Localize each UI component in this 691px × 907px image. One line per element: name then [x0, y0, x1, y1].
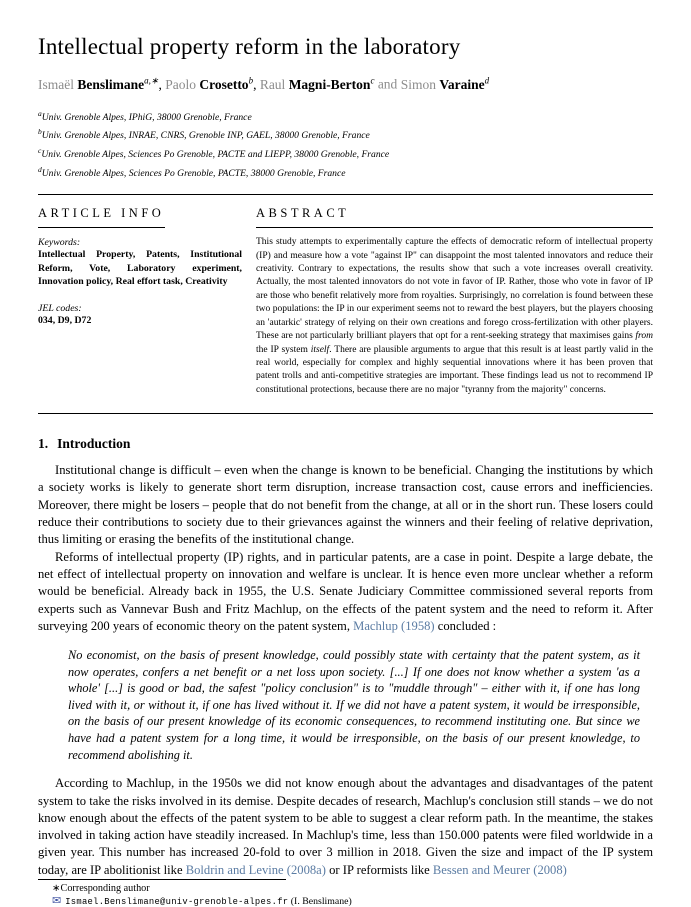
abstract-text: This study attempts to experimentally capture the effects of democratic reform of intellectual property (IP) and measure how a vote "against IP" can disappoint the most talented innovators and reduce their creativity. Contrary to expectations, the results show that such a vote increases overall creativity. Actually, the most talented innovators do not vote in favor of IP. Rather, those who vote in favor of IP are those who benefit relatively more from royalties. Surprisingly, no correlation is found between these two populations: the IP in our experiment seems not to reward the best players, but the players choosing an 'autarkic' strategy of relying on their own creations and forego cross-fertilization with other players. These are not particularly brilliant players that opt for a rent-seeking strategy that maximises gains from the IP system itself. There are plausible arguments to argue that this result is at least partly valid in the real world, especially for complex and highly sequential innovations where it has been proven that patent trolls and anti-competitive strategies are important. These findings lead us not to recommend IP constitutional protections, because there are no major "tyranny from the majority" concerns.: [256, 237, 653, 395]
article-info-column: [38, 206, 242, 397]
article-info-heading: ARTICLE INFO: [38, 206, 165, 221]
abstract-column: [256, 206, 653, 397]
footnote-block: [38, 879, 653, 907]
intro-paragraph-1: Institutional change is difficult – even when the change is known to be beneficial. Changing the institutions by which a society works is likely to generate short term disruption, increase transaction cost, cause errors and inefficiencies. Moreover, there might be losers – people that do not benefit from the change, at all or in the short run. These losers could reduce their contributions to society due to their grievances against the winners and their feeling of relative deprivation, thus limiting or erasing the benefits of the institutional change.: [38, 463, 653, 547]
author: [401, 77, 489, 92]
author-first-name: Simon: [400, 76, 436, 92]
email-line: [52, 896, 653, 907]
author-affil-mark: c: [370, 75, 375, 85]
citation-machlup-1958[interactable]: Machlup (1958): [353, 618, 435, 633]
author-affil-mark: d: [484, 75, 490, 85]
author-last-name: Benslimane: [77, 76, 145, 92]
info-abstract-block: [38, 194, 653, 414]
author: [260, 77, 375, 92]
author: Paolo Crosetto$^b$,: [165, 75, 260, 92]
affiliations: [38, 107, 653, 182]
footnote-rule: [38, 879, 286, 880]
page-title: Intellectual property reform in the laboratory: [38, 34, 461, 59]
intro-paragraph-2: Reforms of intellectual property (IP) rights, and in particular patents, are a case in point. Despite a large debate, the net effect of intellectual property on innovation and welfare is unclear. It is hence even more unclear whether a reform would be beneficial. Already back in 1955, the U.S. Senate Judiciary Committee commissioned several reports from experts such as Vannevar Bush and Fritz Machlup, on the effects of the patent system and the need to reform it. After surveying 200 years of economic theory on the patent system, Machlup (1958) concluded :: [38, 549, 653, 633]
email-link[interactable]: Ismael.Benslimane@univ-grenoble-alpes.fr: [65, 896, 289, 907]
corresponding-author-note: ∗Corresponding author: [52, 883, 150, 895]
author-first-name: Ismaël: [38, 76, 74, 92]
article-info-rule: [38, 227, 165, 228]
keywords-text: Intellectual Property, Patents, Institutional Reform, Vote, Laboratory experiment, Innovation policy, Real effort task, Creativity: [38, 249, 242, 288]
author-first-name: Raul: [259, 76, 286, 92]
author-affil-mark: b: [248, 75, 254, 85]
jel-label: JEL codes:: [38, 303, 82, 315]
author-conjunction: and: [377, 76, 398, 92]
section-heading-introduction: 1. Introduction: [38, 436, 131, 452]
machlup-blockquote: No economist, on the basis of present knowledge, could possibly state with certainty that the patent system, as it now operates, confers a net benefit or a net loss upon society. [...] If one does not know whether a system 'as a whole' [...] is good or bad, the safest "policy conclusion" is to "muddle through" – either with it, if one has long lived with it, or without it, if one has lived without it. If we did not have a patent system, it would be irresponsible, on the basis of our present knowledge of its economic consequences, to recommend instituting one. But since we have had a patent system for a long time, it would be irresponsible, on the basis of our present knowledge, to recommend abolishing it.: [68, 648, 640, 762]
email-owner: (I. Benslimane): [290, 896, 352, 907]
author-first-name: Paolo: [165, 76, 196, 92]
author-last-name: Crosetto: [199, 76, 249, 92]
author-line: [38, 75, 653, 93]
intro-paragraph-3: According to Machlup, in the 1950s we did not know enough about the advantages and disadvantages of the patent system to take the risks involved in its demise. Despite decades of research, Machlup's conclusion still stands – we do not know enough about the effects of the patent system to be able to suggest a clear reform path. In the meantime, the stakes involved in taking action have steadily increased. In Machlup's time, less than 150.000 patents were filed worldwide in a given year. This number has increased 20-fold to over 3 million in 2018. Given the size and impact of the IP system today, are IP abolitionist like Boldrin and Levine (2008a) or IP reformists like Bessen and Meurer (2008): [38, 776, 653, 877]
envelope-icon: ✉: [52, 895, 62, 907]
affiliation-c: $^c$Univ. Grenoble Alpes, Sciences Po Grenoble, PACTE and LIEPP, 38000 Grenoble, France: [38, 145, 390, 161]
affiliation-b: $^b$Univ. Grenoble Alpes, INRAE, CNRS, Grenoble INP, GAEL, 38000 Grenoble, France: [38, 127, 370, 142]
abstract-heading: ABSTRACT: [256, 206, 350, 221]
affiliation-a: $^a$Univ. Grenoble Alpes, IPhiG, 38000 Grenoble, France: [38, 108, 252, 123]
citation-boldrin-levine-2008a[interactable]: Boldrin and Levine (2008a): [185, 862, 326, 877]
author-last-name: Varaine: [439, 76, 485, 92]
keywords-label: Keywords:: [38, 237, 81, 249]
jel-text: 034, D9, D72: [38, 315, 92, 327]
author-affil-mark: a,∗: [144, 75, 159, 85]
author-last-name: Magni-Berton: [288, 76, 371, 92]
affiliation-d: $^d$Univ. Grenoble Alpes, Sciences Po Grenoble, PACTE, 38000 Grenoble, France: [38, 164, 346, 179]
citation-bessen-meurer-2008[interactable]: Bessen and Meurer (2008): [432, 862, 567, 877]
author: Ismaël Benslimane$^{a,∗}$,: [38, 75, 166, 92]
abstract-rule: [256, 227, 653, 228]
